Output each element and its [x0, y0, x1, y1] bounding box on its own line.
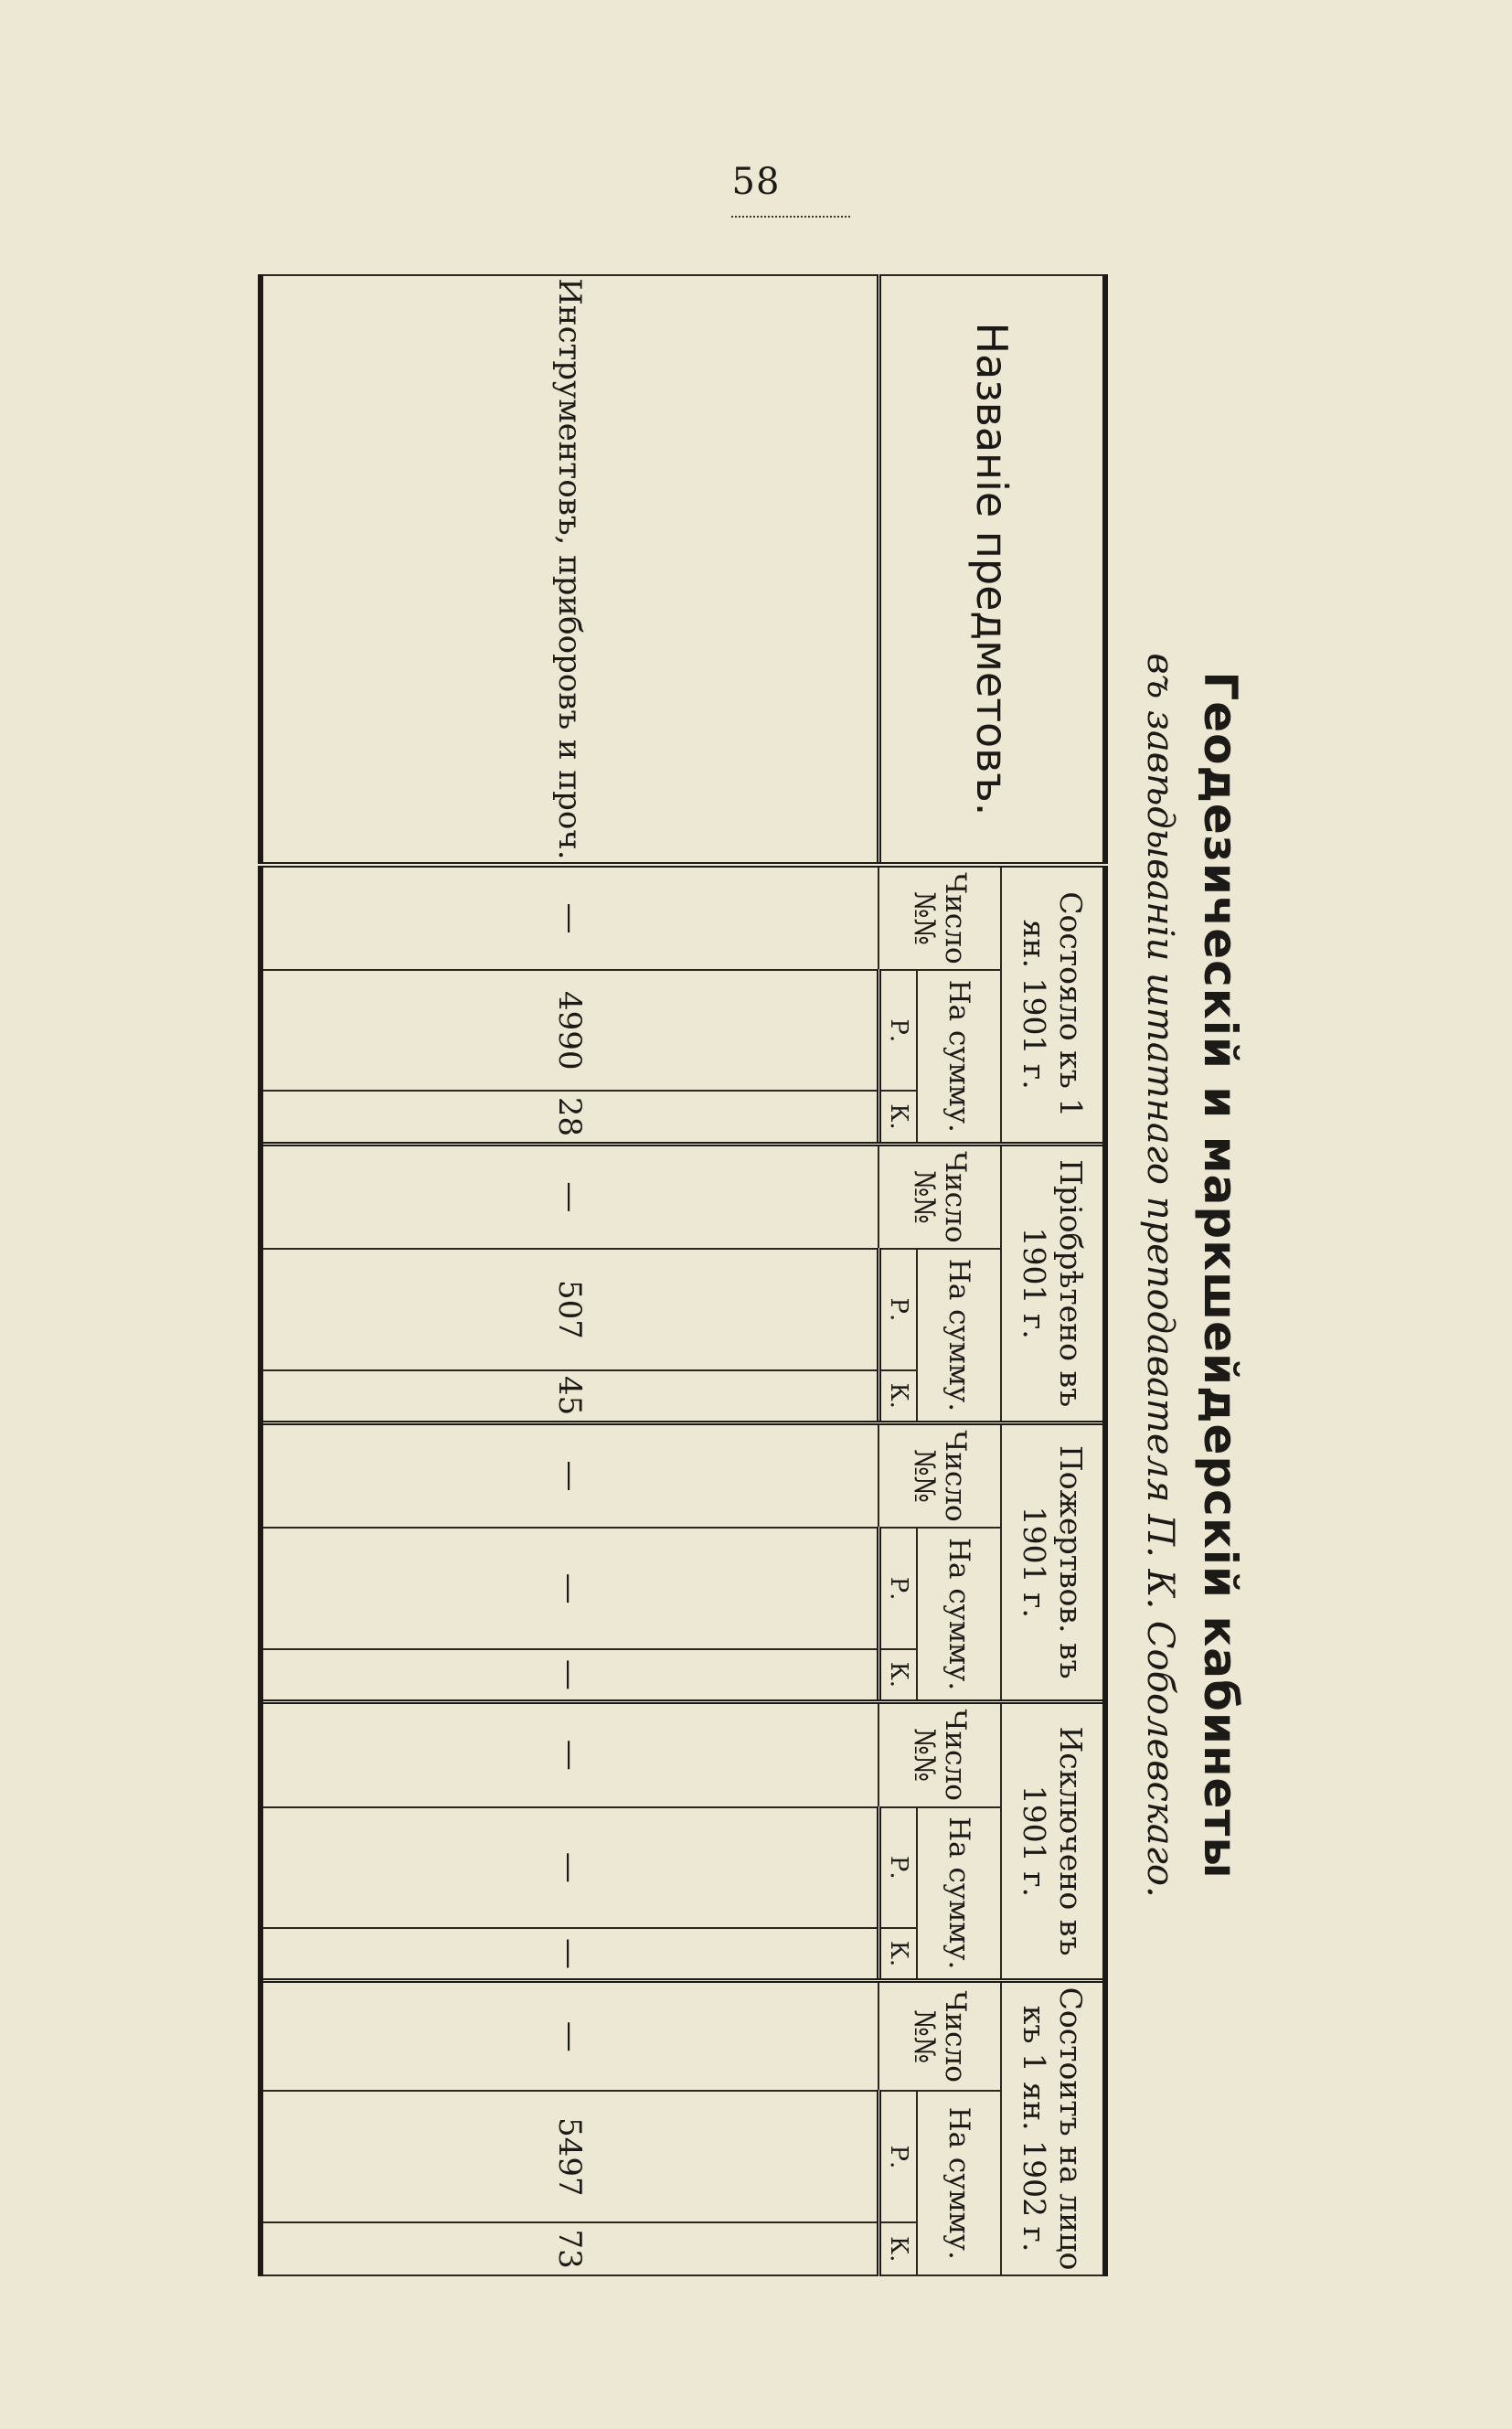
group-header-acquired-1901: Пріобрѣтено въ 1901 г.: [1001, 1144, 1105, 1422]
kop-header: К.: [879, 1091, 918, 1144]
inventory-table: [258, 274, 1108, 2276]
count-cell: —: [261, 1422, 879, 1528]
row-name: Инструментовъ, приборовъ и проч.: [261, 275, 879, 865]
kop-cell: 28: [261, 1091, 879, 1144]
page-number: 58: [731, 161, 781, 203]
table-row: [261, 275, 879, 2275]
kop-cell: 73: [261, 2222, 879, 2275]
rub-cell: 507: [261, 1249, 879, 1369]
count-header: Число №№: [879, 1422, 1002, 1528]
kop-cell: —: [261, 1928, 879, 1981]
kop-cell: —: [261, 1649, 879, 1702]
kop-header: К.: [879, 1649, 918, 1702]
sum-header: На сумму.: [917, 1807, 1001, 1981]
count-cell: —: [261, 1981, 879, 2092]
rub-header: Р.: [879, 970, 918, 1091]
page-number-rule: [731, 216, 850, 218]
sum-header: На сумму.: [917, 970, 1001, 1144]
kop-header: К.: [879, 2222, 918, 2275]
group-header-donated-1901: Пожертвов. въ 1901 г.: [1001, 1422, 1105, 1701]
sum-header: На сумму.: [917, 2091, 1001, 2275]
kop-cell: 45: [261, 1370, 879, 1423]
rub-cell: —: [261, 1807, 879, 1928]
rub-cell: 5497: [261, 2091, 879, 2222]
kop-header: К.: [879, 1370, 918, 1423]
rub-header: Р.: [879, 1807, 918, 1928]
table-title: Геодезическій и маркшейдерскій кабинеты: [1194, 671, 1247, 1880]
count-cell: —: [261, 865, 879, 970]
rub-header: Р.: [879, 2091, 918, 2222]
count-header: Число №№: [879, 865, 1002, 970]
rub-cell: 4990: [261, 970, 879, 1091]
group-header-present-1902: Состоитъ на лицо къ 1 ян. 1902 г.: [1001, 1981, 1105, 2275]
table-subtitle: въ завѣдываніи штатнаго преподавателя П. К. Соболевскаго.: [1139, 653, 1181, 1898]
rub-header: Р.: [879, 1528, 918, 1648]
count-header: Число №№: [879, 1981, 1002, 2092]
group-header-excluded-1901: Исключено въ 1901 г.: [1001, 1701, 1105, 1980]
rotated-table-sheet: [249, 274, 1254, 2276]
count-cell: —: [261, 1144, 879, 1249]
name-column-header: Названіе предметовъ.: [879, 275, 1106, 865]
group-header-start-1901: Состояло къ 1 ян. 1901 г.: [1001, 865, 1105, 1144]
table-heading: [1117, 274, 1254, 2276]
count-header: Число №№: [879, 1144, 1002, 1249]
count-cell: —: [261, 1701, 879, 1806]
kop-header: К.: [879, 1928, 918, 1981]
count-header: Число №№: [879, 1701, 1002, 1806]
rub-cell: —: [261, 1528, 879, 1648]
rub-header: Р.: [879, 1249, 918, 1369]
sum-header: На сумму.: [917, 1249, 1001, 1422]
sum-header: На сумму.: [917, 1528, 1001, 1701]
